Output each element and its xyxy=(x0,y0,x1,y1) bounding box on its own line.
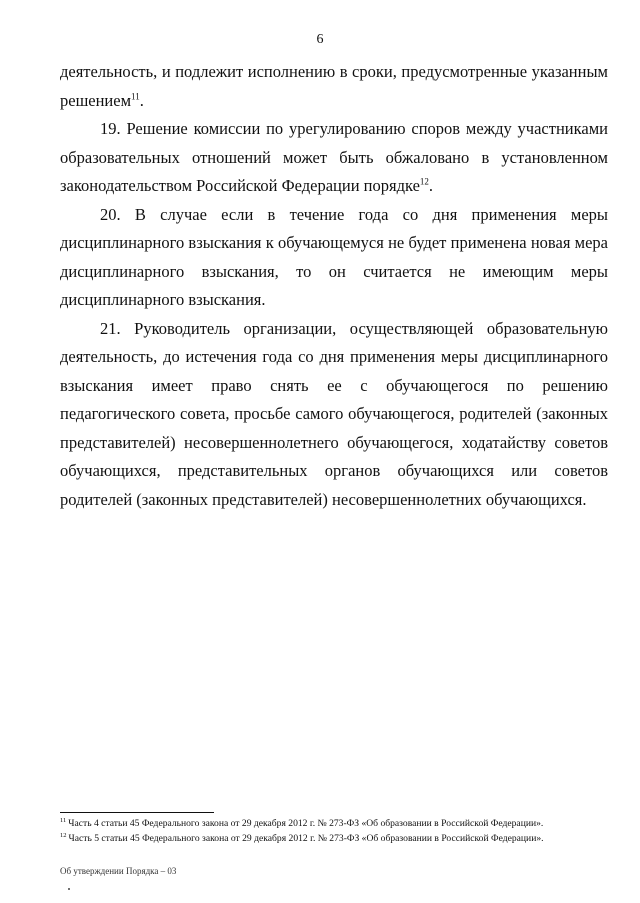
footnotes xyxy=(60,816,620,846)
body-text xyxy=(60,58,608,514)
page-number: 6 xyxy=(316,32,324,47)
paragraph-text: деятельность, и подлежит исполнению в сроки, предусмотренные указанным решением xyxy=(60,62,608,110)
paragraph-text: 20. В случае если в течение года со дня применения меры дисциплинарного взыскания к обучающемуся не будет применена новая мера дисциплинарного взыскания, то он считается не имеющим меры дисциплинарного взыскания. xyxy=(60,204,608,309)
paragraph-text: 19. Решение комиссии по урегулированию споров между участниками образовательных отношений может быть обжаловано в установленном законодательством Российской Федерации порядке xyxy=(60,119,608,195)
paragraph-tail: . xyxy=(428,176,434,195)
paragraph-20 xyxy=(60,201,608,315)
scan-mark xyxy=(68,888,70,890)
footnote-12 xyxy=(60,831,620,846)
footnote-ref[interactable]: 12 xyxy=(419,176,429,187)
footnote-number: 12 xyxy=(60,831,67,839)
paragraph-tail: . xyxy=(139,90,144,110)
footnote-text: Часть 4 статьи 45 Федерального закона от 29 декабря 2012 г. № 273-ФЗ «Об образовании в Российской Федерации». xyxy=(68,818,544,829)
footnote-separator xyxy=(60,812,214,813)
paragraph-continuation xyxy=(60,58,608,115)
paragraph-21 xyxy=(60,315,608,515)
footnote-11 xyxy=(60,816,620,831)
footnote-ref[interactable]: 11 xyxy=(131,91,140,101)
paragraph-19 xyxy=(60,115,608,201)
paragraph-text: 21. Руководитель организации, осуществляющей образовательную деятельность, до истечения года со дня применения меры дисциплинарного взыскания имеет право снять ее с обучающегося по решению педагогического совета, просьбе самого обучающегося, родителей (законных представителей) несовершеннолетнего обучающегося, ходатайству советов обучающихся, представительных органов обучающихся или советов родителей (законных представителей) несовершеннолетних обучающихся. xyxy=(60,318,608,509)
footnote-text: Часть 5 статьи 45 Федерального закона от 29 декабря 2012 г. № 273-ФЗ «Об образовании в Российской Федерации». xyxy=(68,833,544,844)
document-footer: Об утверждении Порядка – 03 xyxy=(60,866,177,876)
footnote-number: 11 xyxy=(60,816,67,824)
